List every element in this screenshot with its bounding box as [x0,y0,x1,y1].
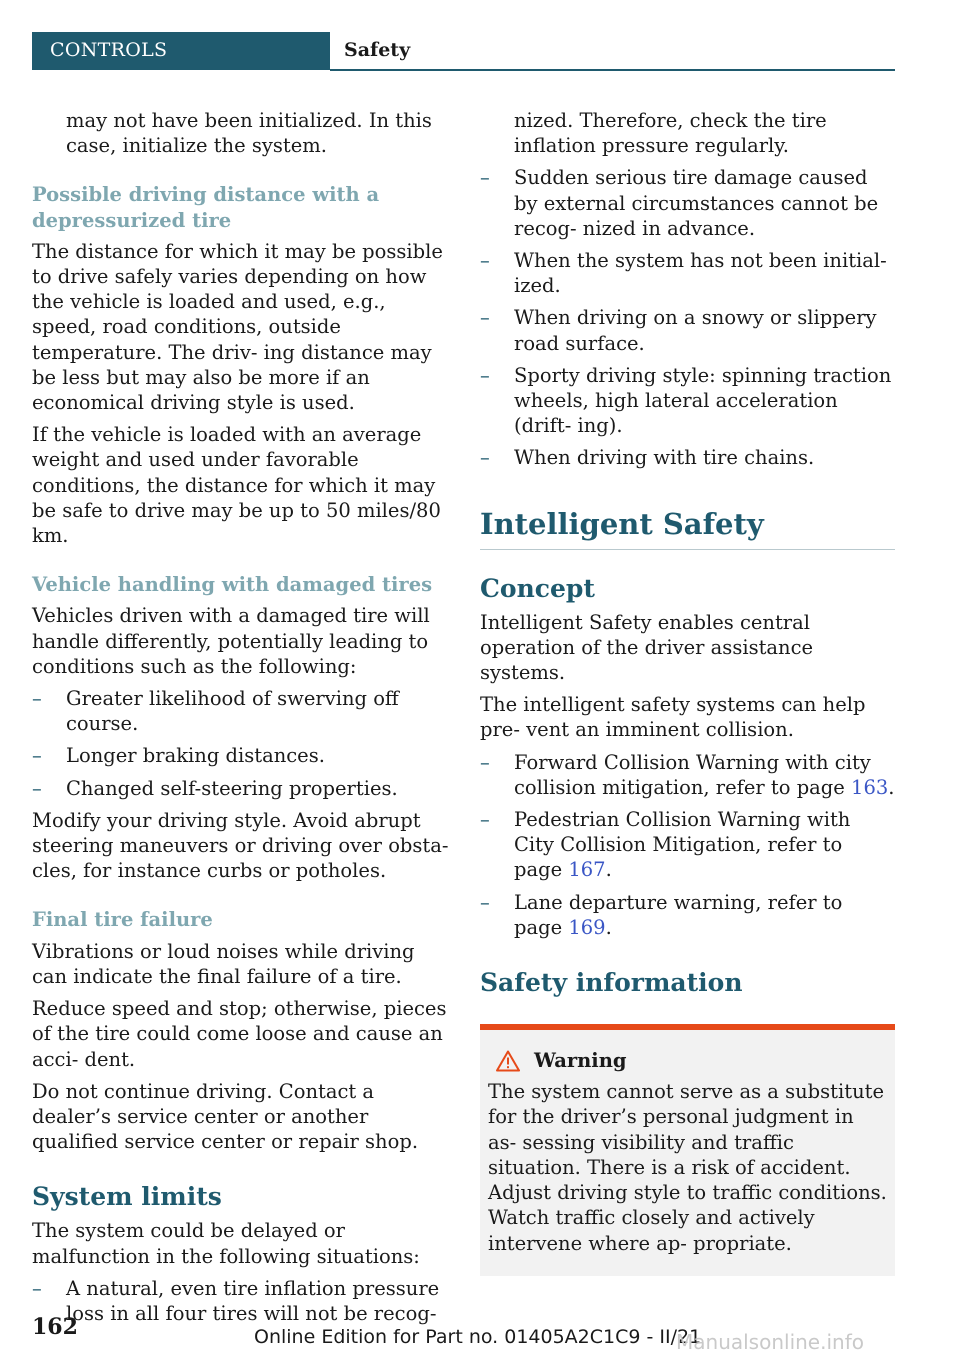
subheading-driving-distance: Possible driving distance with a depressurized tire [32,183,380,232]
limits-list-continued [480,165,895,470]
paragraph: may not have been initialized. In this case, initialize the system. [66,109,432,158]
list-item: – Lane departure warning, refer to page 169. [480,890,843,939]
right-column [480,108,895,1276]
warning-triangle-icon [496,1050,520,1072]
paragraph: Vibrations or loud noises while driving can indicate the final failure of a tire. [32,939,415,988]
subheading-final-tire-failure: Final tire failure [32,908,213,932]
heading-safety-information: Safety information [480,968,743,998]
section-tab [32,32,330,70]
list-item: – Sudden serious tire damage caused by external circumstances cannot be recog‐ nized in advance. [480,166,879,240]
paragraph: The intelligent safety systems can help pre‐ vent an imminent collision. [480,693,866,742]
limits-list [32,1276,450,1326]
paragraph: nized. Therefore, check the tire inflation pressure regularly. [514,109,827,158]
paragraph: Modify your driving style. Avoid abrupt steering maneuvers or driving over obsta‐ cles, for instance curbs or potholes. [32,808,449,883]
warning-title: Warning [534,1049,627,1073]
list-item: – Sporty driving style: spinning traction wheels, high lateral acceleration (drift‐ ing). [480,363,892,438]
warning-box [480,1024,895,1276]
page-link-167[interactable]: 167 [568,858,606,882]
paragraph: Reduce speed and stop; otherwise, pieces of the tire could come loose and cause an acci‐ dent. [32,997,447,1071]
list-item: – Forward Collision Warning with city collision mitigation, refer to page 163. [480,750,895,799]
handling-list [32,686,450,801]
page-link-163[interactable]: 163 [851,775,889,799]
heading-system-limits: System limits [32,1182,222,1212]
list-item: – When driving with tire chains. [480,446,815,470]
paragraph: Do not continue driving. Contact a dealer’s service center or another qualified service center or repair shop. [32,1079,419,1154]
list-item: – Pedestrian Collision Warning with City Collision Mitigation, refer to page 167. [480,808,851,882]
paragraph: The system could be delayed or malfunction in the following situations: [32,1219,420,1268]
edition-footer: Online Edition for Part no. 01405A2C1C9 - II/21 [254,1326,702,1348]
warning-header [488,1048,887,1073]
dash-icon: – [480,166,490,190]
list-item: – Longer braking distances. [32,744,325,768]
dash-icon: – [480,890,490,914]
paragraph: Vehicles driven with a damaged tire will handle differently, potentially leading to conditions such as the following: [32,604,430,678]
list-item: – When the system has not been initial‐ ized. [480,249,887,298]
page-number: 162 [32,1314,78,1340]
left-column [32,108,450,1333]
paragraph: If the vehicle is loaded with an average weight and used under favorable conditions, the distance for which it may be safe to drive may be up to 50 miles/80 km. [32,423,441,548]
list-item: – Greater likelihood of swerving off course. [32,687,399,736]
dash-icon: – [480,808,490,832]
dash-icon: – [32,744,42,768]
section-label: CONTROLS [50,39,168,61]
list-item: – Changed self-steering properties. [32,776,398,800]
dash-icon: – [32,687,42,711]
heading-intelligent-safety: Intelligent Safety [480,507,895,550]
topic-label: Safety [344,39,411,61]
subheading-vehicle-handling: Vehicle handling with damaged tires [32,573,433,597]
dash-icon: – [32,1276,42,1300]
dash-icon: – [480,363,490,387]
concept-list [480,750,895,940]
dash-icon: – [480,750,490,774]
heading-concept: Concept [480,573,595,603]
paragraph: The distance for which it may be possible to drive safely varies depending on how the vehicle is loaded and used, e.g., speed, road conditions, outside temperature. The driv‐ ing distance may be less but may also be more if an economical driving style is used. [32,239,443,415]
dash-icon: – [480,306,490,330]
dash-icon: – [32,776,42,800]
watermark: Manualsonline.info [676,1330,864,1354]
page-header [32,32,895,70]
list-item: – A natural, even tire inflation pressure loss in all four tires will not be recog‐ [32,1276,440,1325]
header-rule [330,69,895,71]
dash-icon: – [480,446,490,470]
warning-text: The system cannot serve as a substitute for the driver’s personal judgment in as‐ sessing visibility and traffic situation. There is a risk of accident. Adjust driving style to traffic conditions. Watch traffic closely and actively intervene where ap‐ propriate. [488,1080,887,1255]
paragraph: Intelligent Safety enables central operation of the driver assistance systems. [480,610,814,685]
dash-icon: – [480,249,490,273]
page-link-169[interactable]: 169 [568,915,606,939]
list-item: – When driving on a snowy or slippery road surface. [480,306,877,355]
